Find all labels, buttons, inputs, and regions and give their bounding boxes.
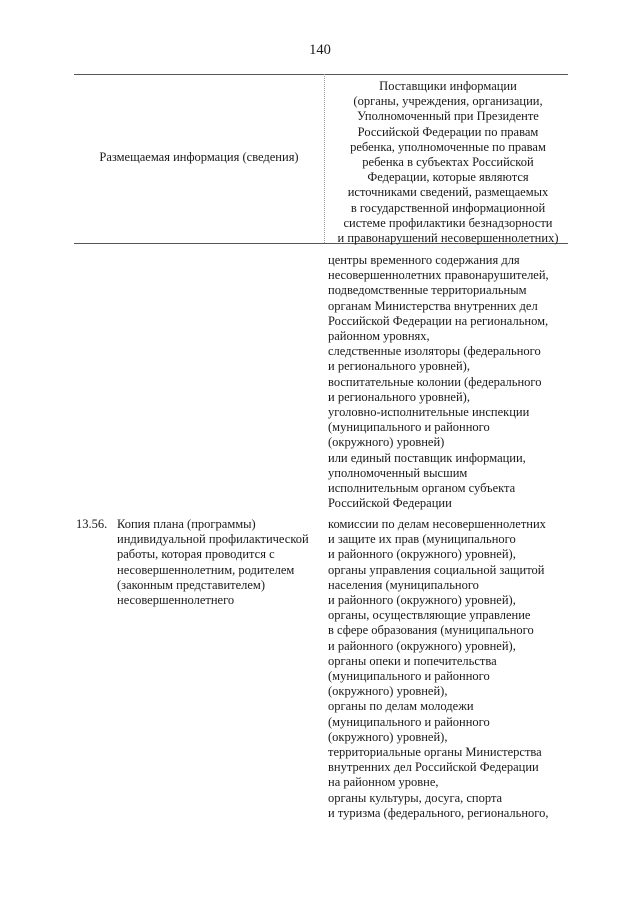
header-provider-line: в государственной информационной	[350, 200, 546, 215]
description-line: несовершеннолетним, родителем	[117, 562, 295, 577]
provider-line: (окружного) уровней),	[328, 684, 448, 699]
row-provider-list	[328, 517, 568, 821]
header-provider-line: ребенка в субъектах Российской	[362, 155, 534, 170]
provider-line: несовершеннолетних правонарушителей,	[328, 268, 549, 283]
provider-line: населения (муниципального	[328, 577, 479, 592]
provider-line: подведомственные территориальным	[328, 283, 527, 298]
row-description	[117, 517, 322, 608]
provider-line: (муниципального и районного	[328, 714, 490, 729]
provider-line: воспитательные колонии (федерального	[328, 374, 542, 389]
header-provider-line: ребенка, уполномоченные по правам	[350, 139, 546, 154]
continued-provider-list	[328, 253, 568, 511]
description-line: несовершеннолетнего	[117, 593, 235, 608]
page-number: 140	[309, 42, 331, 58]
provider-line: Российской Федерации на региональном,	[328, 313, 549, 328]
provider-line: территориальные органы Министерства	[328, 745, 542, 760]
provider-line: и районного (окружного) уровней),	[328, 638, 516, 653]
provider-line: на районном уровне,	[328, 775, 439, 790]
provider-line: (окружного) уровней),	[328, 729, 448, 744]
provider-line: уголовно-исполнительные инспекции	[328, 405, 530, 420]
provider-line: и регионального уровней),	[328, 389, 470, 404]
provider-line: и районного (окружного) уровней),	[328, 593, 516, 608]
provider-line: органы опеки и попечительства	[328, 653, 497, 668]
provider-line: (муниципального и районного	[328, 420, 490, 435]
provider-line: в сфере образования (муниципального	[328, 623, 534, 638]
header-provider-line: Федерации, которые являются	[367, 170, 529, 185]
table-header-column-divider	[324, 74, 325, 243]
header-provider-line: Российской Федерации по правам	[357, 124, 539, 139]
provider-line: центры временного содержания для	[328, 253, 520, 267]
provider-line: (муниципального и районного	[328, 669, 490, 684]
provider-line: районном уровнях,	[328, 329, 430, 344]
header-provider-line: (органы, учреждения, организации,	[353, 94, 543, 109]
provider-line: органы, осуществляющие управление	[328, 608, 531, 623]
header-provider-line: системе профилактики безнадзорности	[343, 215, 553, 230]
provider-line: и защите их прав (муниципального	[328, 532, 516, 547]
row-number: 13.56.	[76, 517, 108, 531]
provider-line: Российской Федерации	[328, 496, 452, 511]
provider-line: и туризма (федерального, регионального,	[328, 805, 549, 820]
header-provider-line: источниками сведений, размещаемых	[347, 185, 549, 200]
provider-line: и районного (окружного) уровней),	[328, 547, 516, 562]
provider-line: исполнительным органом субъекта	[328, 481, 516, 496]
description-line: работы, которая проводится с	[117, 547, 275, 562]
provider-line: и регионального уровней),	[328, 359, 470, 374]
header-information-providers	[328, 79, 568, 246]
table-header-top-rule	[74, 74, 568, 75]
provider-line: органы культуры, досуга, спорта	[328, 790, 503, 805]
description-line: (законным представителем)	[117, 577, 266, 592]
provider-line: комиссии по делам несовершеннолетних	[328, 517, 546, 531]
provider-line: (окружного) уровней)	[328, 435, 445, 450]
description-line: Копия плана (программы)	[117, 517, 256, 531]
header-provider-line: и правонарушений несовершеннолетних)	[337, 231, 559, 246]
provider-line: уполномоченный высшим	[328, 465, 468, 480]
header-provider-line: Уполномоченный при Президенте	[357, 109, 539, 124]
provider-line: органы управления социальной защитой	[328, 562, 545, 577]
provider-line: или единый поставщик информации,	[328, 450, 526, 465]
header-provider-line: Поставщики информации	[379, 79, 517, 93]
provider-line: органам Министерства внутренних дел	[328, 298, 538, 313]
header-posted-information: Размещаемая информация (сведения)	[99, 150, 299, 164]
provider-line: органы по делам молодежи	[328, 699, 474, 714]
description-line: индивидуальной профилактической	[117, 532, 309, 547]
provider-line: внутренних дел Российской Федерации	[328, 760, 539, 775]
provider-line: следственные изоляторы (федерального	[328, 344, 541, 359]
